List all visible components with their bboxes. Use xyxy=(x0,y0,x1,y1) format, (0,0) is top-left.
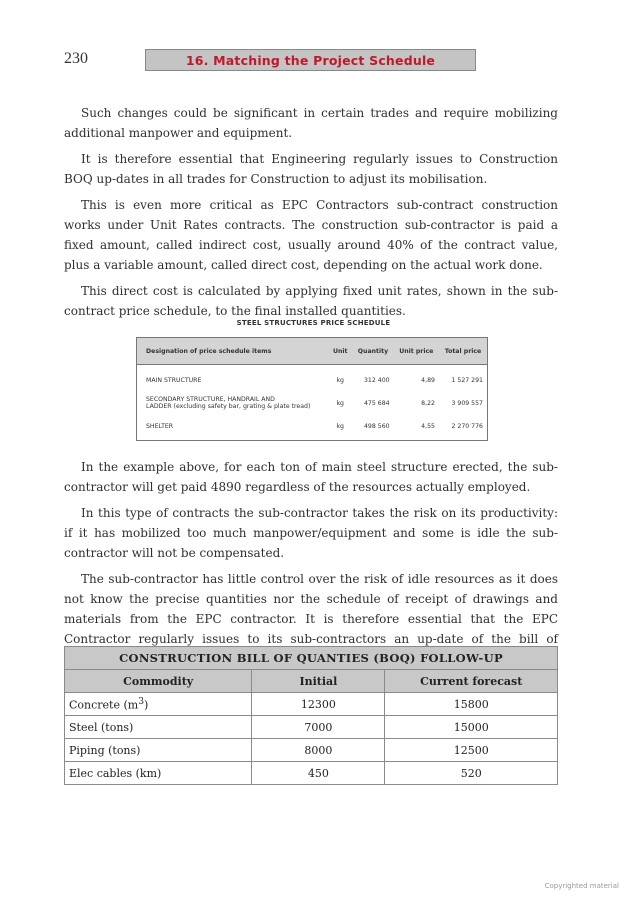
initial-cell: 12300 xyxy=(252,693,385,716)
unit-cell: kg xyxy=(336,422,344,430)
unit-cell: kg xyxy=(336,399,344,407)
designation-line: SECONDARY STRUCTURE, HANDRAIL AND xyxy=(146,396,275,403)
commodity-suffix: ) xyxy=(144,698,149,712)
commodity-label: Concrete (m xyxy=(69,698,139,712)
steel-price-schedule-table xyxy=(136,337,488,441)
forecast-cell: 15800 xyxy=(385,693,558,716)
total-price-cell: 3 909 557 xyxy=(451,399,483,407)
designation-cell: MAIN STRUCTURE xyxy=(146,376,202,384)
column-header: Unit price xyxy=(394,338,439,365)
chapter-header xyxy=(145,49,476,71)
unit-price-cell: 4,89 xyxy=(421,376,435,384)
table-row xyxy=(65,693,558,716)
superscript: 3 xyxy=(138,696,145,708)
quantity-cell: 498 560 xyxy=(363,422,390,430)
column-header: Commodity xyxy=(65,670,252,693)
paragraph: Such changes could be significant in certain trades and require mobilizing additional manpower and equipment. xyxy=(64,106,558,140)
page-number: 230 xyxy=(64,50,88,67)
initial-cell: 450 xyxy=(252,762,385,785)
designation-cell xyxy=(137,389,329,417)
unit-price-cell: 8,22 xyxy=(421,399,435,407)
commodity-cell xyxy=(65,693,252,716)
initial-cell: 8000 xyxy=(252,739,385,762)
commodity-cell: Piping (tons) xyxy=(65,739,252,762)
forecast-cell: 520 xyxy=(385,762,558,785)
column-header: Initial xyxy=(252,670,385,693)
designation-line: LADDER (excluding safety bar, grating & plate tread) xyxy=(146,403,311,410)
commodity-cell: Elec cables (km) xyxy=(65,762,252,785)
quantity-cell: 312 400 xyxy=(363,376,390,384)
paragraph: The sub-contractor has little control over the risk of idle resources as it does not know the precise quantities nor the schedule of receipt of drawings and materials from the EPC contractor. It is therefore essential that the EPC Contractor regularly issues to its sub-contractors an up-date of the bill of xyxy=(64,572,558,646)
table-header-row xyxy=(65,670,558,693)
copyright-notice: Copyrighted material xyxy=(544,882,619,890)
text-block-bottom xyxy=(64,457,558,675)
table-header-row xyxy=(137,338,488,365)
column-header: Quantity xyxy=(352,338,393,365)
paragraph: In this type of contracts the sub-contractor takes the risk on its productivity: if it has mobilized too much manpower/equipment and some is idle the sub-contractor will not be compensated. xyxy=(64,506,558,560)
table-row xyxy=(137,365,488,390)
steel-schedule-title: STEEL STRUCTURES PRICE SCHEDULE xyxy=(236,319,391,327)
column-header: Unit xyxy=(328,338,352,365)
unit-cell: kg xyxy=(336,376,344,384)
forecast-cell: 15000 xyxy=(385,716,558,739)
paragraph: This is even more critical as EPC Contractors sub-contract construction works under Unit Rates contracts. The construction sub-contractor is paid a fixed amount, called indirect cost, usually around 40% of the contract value, plus a variable amount, called direct cost, depending on the actual work done. xyxy=(64,198,558,272)
column-header: Total price xyxy=(439,338,488,365)
table-row xyxy=(65,716,558,739)
table-row xyxy=(65,739,558,762)
forecast-cell: 12500 xyxy=(385,739,558,762)
boq-table-title: CONSTRUCTION BILL OF QUANTIES (BOQ) FOLLOW-UP xyxy=(65,647,558,670)
paragraph: This direct cost is calculated by applying fixed unit rates, shown in the sub-contract price schedule, to the final installed quantities. xyxy=(64,284,558,318)
column-header: Current forecast xyxy=(385,670,558,693)
column-header: Designation of price schedule items xyxy=(137,338,329,365)
commodity-cell: Steel (tons) xyxy=(65,716,252,739)
total-price-cell: 1 527 291 xyxy=(451,376,483,384)
text-block-top xyxy=(64,103,558,327)
paragraph: In the example above, for each ton of main steel structure erected, the sub-contractor will get paid 4890 regardless of the resources actually employed. xyxy=(64,460,558,494)
total-price-cell: 2 270 776 xyxy=(451,422,483,430)
designation-cell: SHELTER xyxy=(146,422,174,430)
table-row xyxy=(65,762,558,785)
table-row xyxy=(137,389,488,417)
table-row xyxy=(137,417,488,441)
chapter-title: 16. Matching the Project Schedule xyxy=(185,52,436,68)
initial-cell: 7000 xyxy=(252,716,385,739)
unit-price-cell: 4,55 xyxy=(421,422,435,430)
paragraph: It is therefore essential that Engineering regularly issues to Construction BOQ up-dates in all trades for Construction to adjust its mobilisation. xyxy=(64,152,558,186)
quantity-cell: 475 684 xyxy=(363,399,390,407)
boq-follow-up-table xyxy=(64,646,558,785)
table-title-row xyxy=(65,647,558,670)
